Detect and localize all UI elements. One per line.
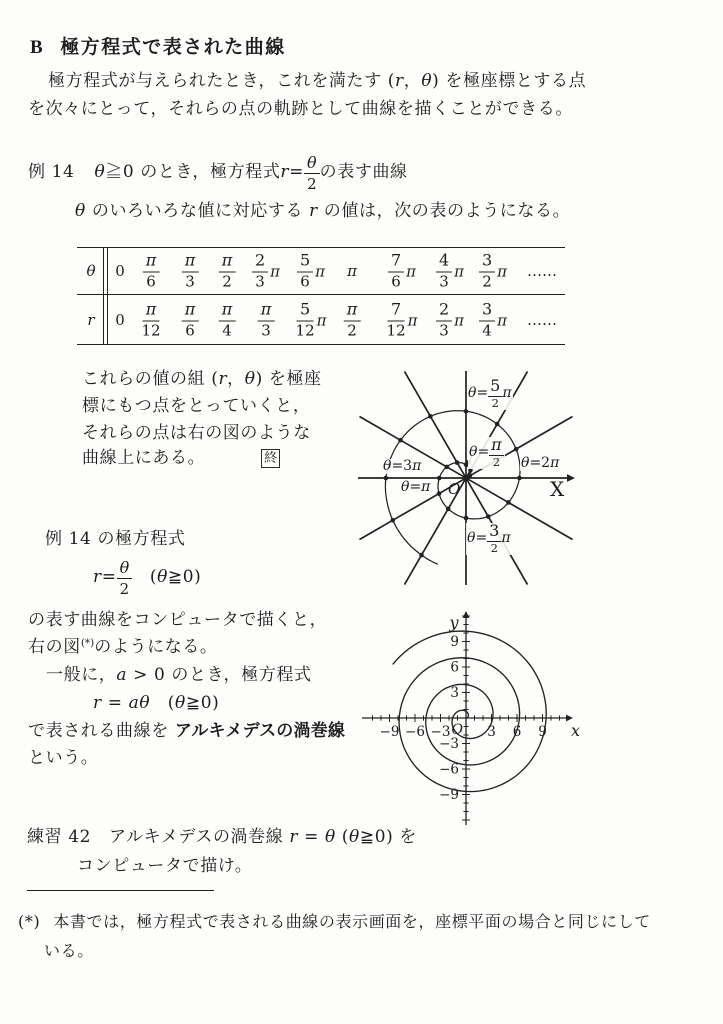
fraction: $\frac{\pi}{6}$: [143, 253, 160, 290]
fraction: $\frac{2}{3}$ π: [252, 253, 280, 290]
intro-line-2: を次々にとって，それらの点の軌跡として曲線を描くことができる。: [28, 99, 573, 119]
x-axis-arrow: [567, 474, 575, 482]
table-rule: [77, 344, 565, 345]
table-row-header: θ: [86, 262, 96, 280]
fraction: $\frac{\pi}{2}$: [219, 253, 236, 290]
spiral-curve: [393, 631, 547, 792]
plotted-point: [384, 476, 389, 481]
fraction: $\frac{3}{2}$: [489, 521, 500, 555]
body-line-figure-ref: 右の図(*)のようになる。: [28, 637, 218, 657]
exercise-42-line-2: コンピュータで描け。: [77, 856, 253, 876]
plotted-point: [495, 422, 500, 427]
body-line-computer: の表す曲線をコンピュータで描くと，: [28, 610, 328, 630]
table-cell: [141, 299, 161, 340]
fraction: $\frac{5}{12}$ π: [295, 299, 327, 340]
angle-label: θ = π: [401, 479, 431, 495]
fraction: $\frac{5}{2}$: [490, 376, 501, 410]
plotted-point: [398, 438, 403, 443]
example-14-description: θ のいろいろな値に対応する r の値は，次の表のようになる。: [75, 201, 571, 221]
fraction: $\frac{3}{2}$ π: [479, 253, 507, 290]
x-tick-label: −3: [430, 724, 451, 740]
angle-label: θ =2 π: [521, 455, 560, 471]
value-table: [77, 247, 565, 345]
table-cell: [252, 250, 281, 291]
footnote-line-1: (*) 本書では，極方程式で表される曲線の表示画面を，座標平面の場合と同じにして: [18, 912, 651, 931]
table-cell: 0: [115, 311, 125, 329]
y-tick-label: −9: [439, 787, 459, 803]
plotted-point: [446, 507, 451, 512]
x-tick-label: −6: [405, 724, 425, 740]
section-title: 極方程式で表された曲線: [60, 37, 286, 58]
x-tick-label: 3: [487, 724, 496, 740]
y-tick-label: −6: [439, 761, 459, 778]
y-tick-label: 6: [450, 659, 459, 676]
table-cell: [295, 299, 327, 340]
equation-r-a-theta: r = aθ (θ≧0): [93, 693, 220, 713]
x-axis-label: x: [571, 721, 581, 740]
fraction: $\frac{4}{3}$ π: [436, 253, 464, 290]
table-cell: ……: [527, 262, 557, 280]
y-tick-label: −3: [439, 736, 459, 752]
fraction: $\frac{2}{3}$ π: [436, 302, 464, 339]
archimedes-term: アルキメデスの渦巻線: [174, 721, 346, 740]
cartesian-plot-svg: [358, 606, 598, 836]
table-cell: [258, 299, 275, 340]
plotted-point: [419, 553, 424, 558]
y-tick-label: 9: [450, 634, 459, 650]
section-label: B: [30, 37, 45, 58]
table-cell: [436, 299, 465, 340]
table-cell: [479, 299, 508, 340]
y-axis-arrow: [463, 611, 470, 618]
plotted-point: [514, 447, 519, 452]
fraction: $\frac{\pi}{4}$: [219, 302, 236, 339]
x-tick-label: 9: [538, 724, 547, 740]
conclusion-line-4: 曲線上にある。 終: [82, 448, 280, 469]
x-tick-label: −9: [379, 724, 400, 740]
x-tick-label: 6: [512, 724, 522, 740]
conclusion-line-2: 標にもつ点をとっていくと，: [82, 396, 311, 416]
fraction: $\frac{7}{6}$ π: [388, 253, 416, 290]
table-cell: [297, 250, 326, 291]
plotted-point: [468, 473, 473, 478]
fraction: $\frac{\pi}{2}$: [491, 435, 502, 469]
plotted-point: [428, 414, 433, 419]
table-rule: [77, 247, 565, 248]
table-cell: [219, 250, 236, 291]
fraction: $\frac{3}{4}$ π: [479, 302, 507, 339]
origin-label: O: [451, 722, 463, 738]
body-line-toiu: という。: [28, 748, 99, 768]
plotted-point: [464, 409, 469, 414]
table-cell: π: [347, 262, 357, 280]
table-cell: [182, 299, 199, 340]
fraction: $\frac{\theta}{2}$: [304, 155, 320, 192]
fraction: $\frac{\theta}{2}$: [117, 560, 133, 597]
angle-label: θ = $\frac{3}{2}$ π: [467, 521, 511, 555]
footnote-rule: [27, 890, 214, 891]
plotted-point: [437, 491, 442, 496]
section-heading: [30, 36, 286, 60]
fraction: $\frac{\pi}{2}$: [344, 302, 361, 339]
table-row-header: r: [87, 311, 95, 329]
plotted-point: [486, 514, 491, 519]
origin-label: O: [448, 480, 461, 498]
intro-line-1: 極方程式が与えられたとき，これを満たす (r，θ) を極座標とする点: [48, 71, 587, 91]
fraction: $\frac{7}{12}$ π: [386, 299, 418, 340]
equation-r-theta-half: r = $\frac{\theta}{2}$ ( θ ≧0): [93, 557, 202, 598]
fraction: $\frac{\pi}{3}$: [182, 253, 199, 290]
fraction: $\frac{\pi}{6}$: [182, 302, 199, 339]
plotted-point: [444, 465, 449, 470]
table-cell: [388, 250, 417, 291]
fraction: $\frac{5}{6}$ π: [297, 253, 325, 290]
table-cell: ……: [527, 311, 557, 329]
x-axis-label: X: [550, 477, 565, 501]
table-cell: [436, 250, 465, 291]
angle-label: θ =3 π: [383, 458, 422, 474]
plotted-point: [390, 518, 395, 523]
polar-spiral-figure: [355, 357, 645, 602]
plotted-point: [437, 476, 442, 481]
qed-box: 終: [261, 449, 280, 469]
fraction: $\frac{\pi}{3}$: [258, 302, 275, 339]
y-tick-label: 3: [450, 685, 459, 701]
table-double-rule: [107, 247, 108, 345]
table-cell: [182, 250, 199, 291]
cartesian-spiral-figure: [358, 606, 598, 836]
plotted-point: [455, 460, 460, 465]
table-cell: [386, 299, 418, 340]
plotted-point: [506, 500, 511, 505]
fraction: $\frac{\pi}{12}$: [141, 299, 161, 340]
table-double-rule: [103, 247, 104, 345]
footnote-line-2: いる。: [44, 941, 94, 960]
plotted-point: [468, 468, 473, 473]
table-cell: [143, 250, 160, 291]
plotted-point: [517, 476, 522, 481]
table-cell: [479, 250, 508, 291]
table-cell: [219, 299, 236, 340]
plotted-point: [464, 516, 469, 521]
body-line-archimedes: で表される曲線を アルキメデスの渦巻線: [28, 721, 346, 741]
table-rule: [77, 294, 565, 295]
y-axis-label: y: [449, 613, 459, 632]
conclusion-line-1: これらの値の組 (r，θ) を極座: [82, 369, 322, 389]
table-cell: [344, 299, 361, 340]
exercise-42-line-1: 練習 42 アルキメデスの渦巻線 r = θ (θ≧0) を: [27, 827, 417, 847]
table-cell: 0: [115, 262, 125, 280]
example-14-header: 例 14 θ ≧0 のとき，極方程式 r = $\frac{\theta}{2}$ の表す曲線: [28, 152, 408, 193]
conclusion-line-3: それらの点は右の図のような: [82, 423, 311, 443]
angle-label: θ = $\frac{\pi}{2}$: [468, 437, 505, 469]
body-eq-heading: 例 14 の極方程式: [45, 529, 186, 549]
body-line-general: 一般に，a > 0 のとき，極方程式: [46, 665, 312, 685]
angle-label: θ = $\frac{5}{2}$ π: [468, 376, 512, 410]
